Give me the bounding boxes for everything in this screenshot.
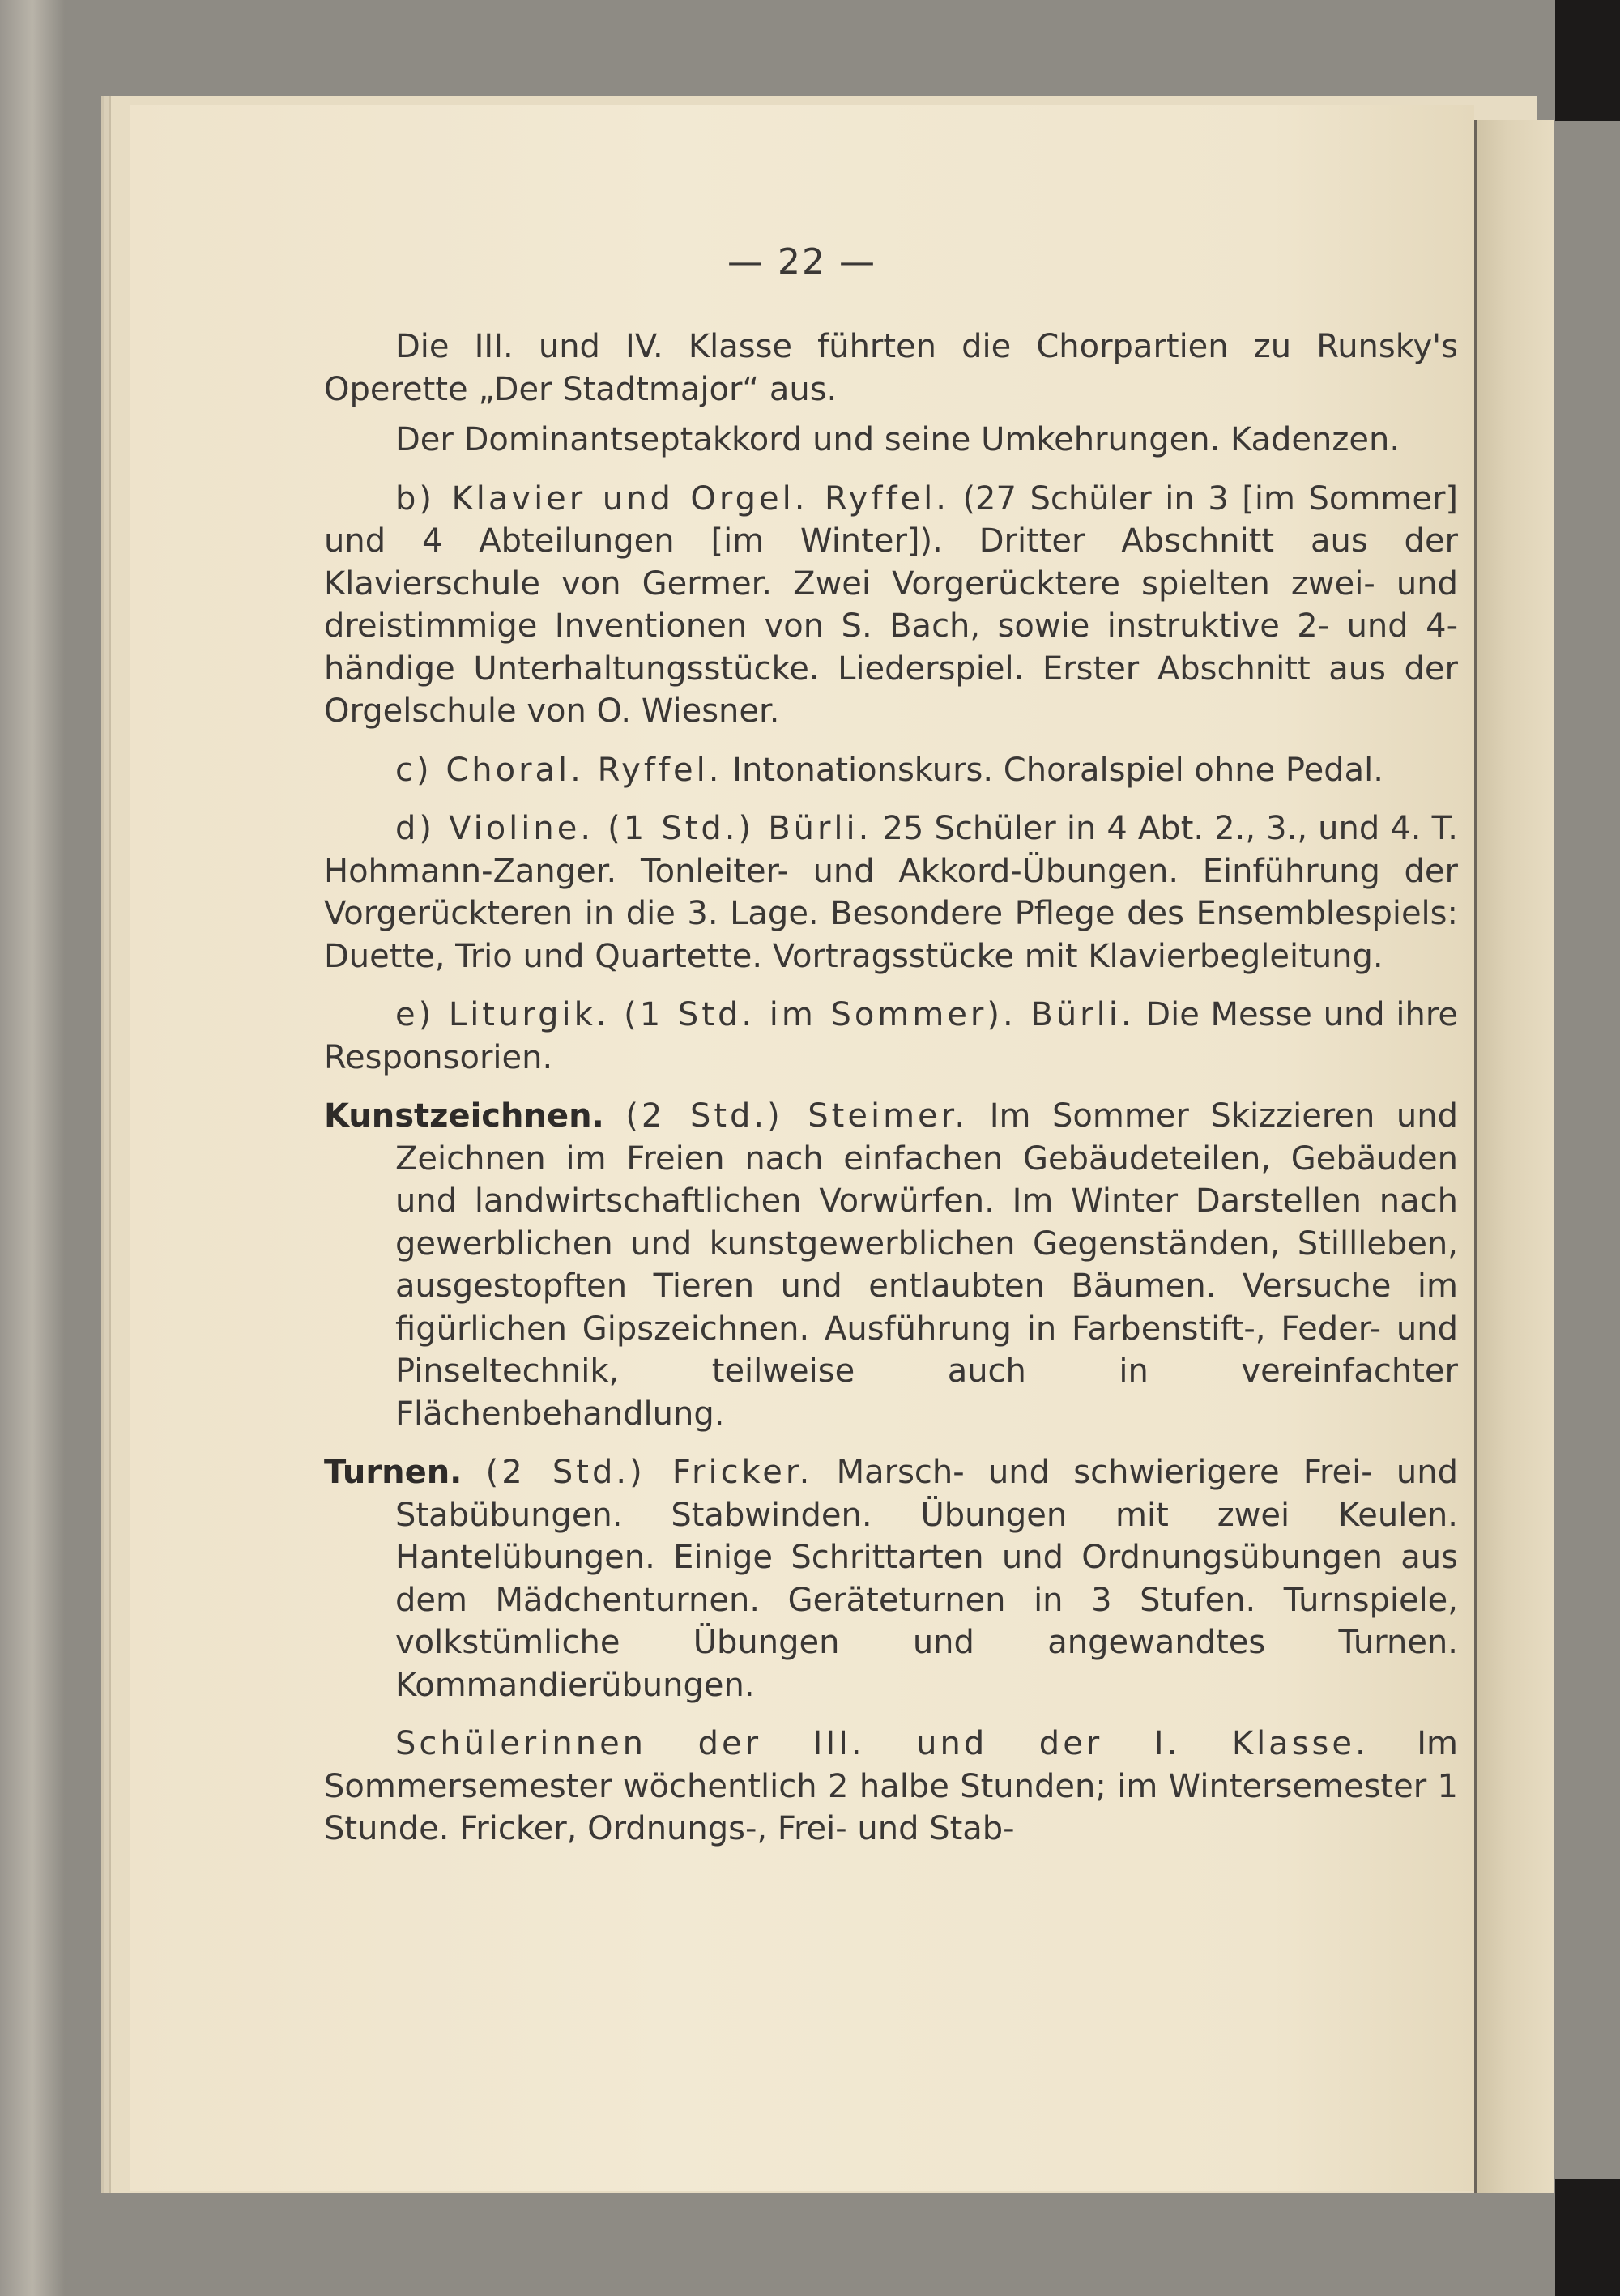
paragraph-lead: e) Liturgik. (1 Std. im Sommer). Bürli. (395, 996, 1135, 1033)
section-kunstzeichnen (324, 1095, 1458, 1435)
paragraph (324, 326, 1458, 411)
paragraph-lead: c) Choral. Ryffel. (395, 751, 723, 789)
page-body (324, 326, 1458, 1859)
paragraph-liturgik (324, 994, 1458, 1079)
facing-page-edge (1474, 120, 1554, 2193)
paragraph-lead: b) Klavier und Orgel. Ryffel. (395, 479, 949, 518)
section-heading: Kunstzeichnen. (324, 1097, 604, 1135)
page-number: — 22 — (727, 241, 876, 283)
paragraph-text: Im Sommer Skizzieren und Zeichnen im Freien nach einfachen Gebäudeteilen, Gebäuden und landwirtschaftlichen Vorwürfen. Im Winter Darstellen nach gewerblichen und kunstgewerblichen Gegenständen, Stillleben, ausgestopften Tieren und entlaubten Bäumen. Versuche im figürlichen Gipszeichnen. Ausführung in Farbenstift-, Feder- und Pinseltechnik, teilweise auch in vereinfachter Flächenbehandlung. (395, 1097, 1458, 1433)
paragraph-text: Intonationskurs. Choralspiel ohne Pedal. (732, 751, 1383, 789)
section-heading: Turnen. (324, 1454, 463, 1491)
paragraph-violine (324, 807, 1458, 978)
paragraph-schuelerinnen (324, 1723, 1458, 1851)
paragraph (324, 419, 1458, 462)
paragraph-choral (324, 749, 1458, 792)
paragraph-lead: (2 Std.) Fricker. (485, 1454, 813, 1491)
paragraph-lead: Schülerinnen der III. und der I. Klasse. (395, 1725, 1369, 1762)
paragraph-text: Der Dominantseptakkord und seine Umkehrungen. Kadenzen. (395, 421, 1400, 458)
paragraph-text: (27 Schüler in 3 [im Sommer] und 4 Abteilungen [im Winter]). Dritter Abschnitt aus der Klavierschule von Germer. Zwei Vorgerücktere spielten zwei- und dreistimmige Inventionen von S. Bach, sowie instruktive 2- und 4-händige Unterhaltungsstücke. Liederspiel. Erster Abschnitt aus der Orgelschule von O. Wiesner. (324, 479, 1458, 730)
paragraph-text: Die Messe und ihre Responsorien. (324, 996, 1459, 1076)
paragraph-lead: d) Violine. (1 Std.) Bürli. (395, 810, 872, 847)
section-turnen (324, 1451, 1458, 1706)
paragraph-text: Die III. und IV. Klasse führten die Chorpartien zu Runsky's Operette „Der Stadtmajor“ aus. (324, 328, 1458, 408)
scanner-edge-top (1555, 0, 1620, 121)
paragraph-text: Im Sommersemester wöchentlich 2 halbe Stunden; im Wintersemester 1 Stunde. Fricker, Ordnungs-, Frei- und Stab- (324, 1725, 1459, 1847)
scanner-edge-bottom (1555, 2179, 1620, 2296)
paragraph-text: 25 Schüler in 4 Abt. 2., 3., und 4. T. Hohmann-Zanger. Tonleiter- und Akkord-Übungen. Einführung der Vorgerückteren in die 3. Lage. Besondere Pflege des Ensemblespiels: Duette, Trio und Quartette. Vortragsstücke mit Klavierbegleitung. (324, 810, 1458, 975)
book-page (130, 105, 1474, 2191)
paragraph-text: Marsch- und schwierigere Frei- und Stabübungen. Stabwinden. Übungen mit zwei Keulen. Hantelübungen. Einige Schrittarten und Ordnungsübungen aus dem Mädchenturnen. Geräteturnen in 3 Stufen. Turnspiele, volkstümliche Übungen und angewandtes Turnen. Kommandierübungen. (395, 1454, 1458, 1704)
paragraph-lead: (2 Std.) Steimer. (625, 1097, 969, 1135)
paragraph-klavier (324, 478, 1458, 733)
